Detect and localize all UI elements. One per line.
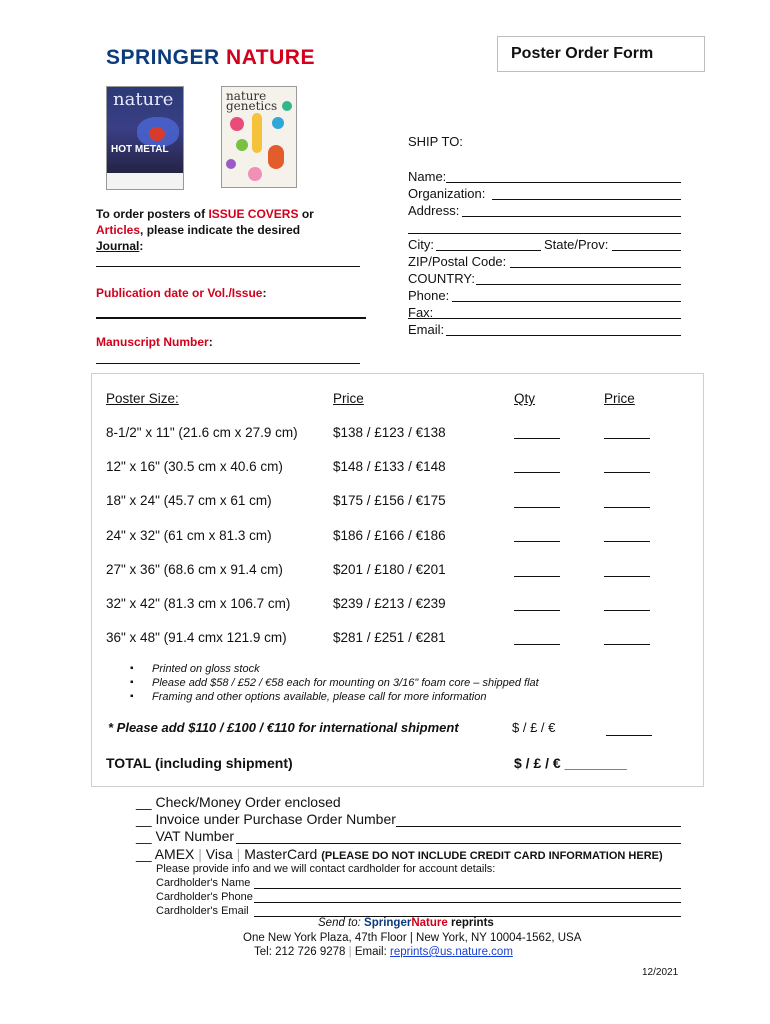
qty-field[interactable] xyxy=(514,472,560,473)
qty-field[interactable] xyxy=(514,644,560,645)
credit-card-warning: (PLEASE DO NOT INCLUDE CREDIT CARD INFORMATION HERE) xyxy=(321,850,663,862)
country-label: COUNTRY: xyxy=(408,271,475,286)
vat-option[interactable]: __ VAT Number xyxy=(136,828,235,844)
poster-size-row: 24" x 32" (61 cm x 81.3 cm) xyxy=(106,528,272,543)
contact-instructions: Please provide info and we will contact cardholder for account details: xyxy=(156,863,496,875)
form-title: Poster Order Form xyxy=(511,45,654,62)
check-option[interactable]: __ Check/Money Order enclosed xyxy=(136,794,341,810)
send-to-line: Send to: SpringerNature reprints xyxy=(318,917,494,929)
qty-field[interactable] xyxy=(514,541,560,542)
qty-field[interactable] xyxy=(514,610,560,611)
email-link[interactable]: reprints@us.nature.com xyxy=(390,946,513,958)
organization-field[interactable] xyxy=(492,199,681,200)
state-field[interactable] xyxy=(612,250,681,251)
poster-size-row: 27" x 36" (68.6 cm x 91.4 cm) xyxy=(106,562,283,577)
poster-price-row: $175 / £156 / €175 xyxy=(333,493,446,508)
note-item: ▪ Printed on gloss stock xyxy=(130,662,539,676)
address-label: Address: xyxy=(408,203,460,218)
cardholder-phone-field[interactable] xyxy=(254,902,681,903)
form-title-box xyxy=(497,36,705,72)
credit-card-option[interactable]: __ AMEX | Visa | MasterCard (PLEASE DO NOT INCLUDE CREDIT CARD INFORMATION HERE) xyxy=(136,846,663,862)
footer-springer: Springer xyxy=(364,917,412,929)
poster-price-row: $186 / £166 / €186 xyxy=(333,528,446,543)
phone-label: Phone: xyxy=(408,288,450,303)
organization-label: Organization: xyxy=(408,186,486,201)
contact-line: Tel: 212 726 9278 | Email: reprints@us.nature.com xyxy=(254,946,513,958)
form-date: 12/2021 xyxy=(642,967,679,978)
nature-genetics-cover-image xyxy=(221,86,297,188)
publication-date-label: Publication date or Vol./Issue: xyxy=(96,286,267,300)
poster-price-row: $201 / £180 / €201 xyxy=(333,562,446,577)
cardholder-name-field[interactable] xyxy=(254,888,681,889)
journal-label: Journal xyxy=(96,239,140,253)
qty-field[interactable] xyxy=(514,507,560,508)
line-price-field[interactable] xyxy=(604,644,650,645)
line-price-field[interactable] xyxy=(604,576,650,577)
articles-text: Articles xyxy=(96,223,141,237)
total-amount-field[interactable]: $ / £ / € ________ xyxy=(514,755,627,771)
international-amount-field[interactable] xyxy=(606,735,652,736)
fax-field[interactable] xyxy=(408,318,681,319)
state-label: State/Prov: xyxy=(544,237,609,252)
address-field-1[interactable] xyxy=(462,216,681,217)
line-price-field[interactable] xyxy=(604,438,650,439)
manuscript-number-label: Manuscript Number: xyxy=(96,335,213,349)
cardholder-phone-label: Cardholder's Phone xyxy=(156,891,253,903)
line-price-field[interactable] xyxy=(604,541,650,542)
logo-springer: SPRINGER xyxy=(106,46,220,69)
mailing-address: One New York Plaza, 47th Floor | New York, NY 10004-1562, USA xyxy=(243,932,582,944)
nature-cover-masthead: nature xyxy=(113,89,174,110)
journal-field[interactable] xyxy=(96,266,360,267)
poster-notes-list xyxy=(130,662,539,704)
logo-nature: NATURE xyxy=(226,46,315,69)
line-price-field[interactable] xyxy=(604,507,650,508)
address-field-2[interactable] xyxy=(408,233,681,234)
poster-size-row: 32" x 42" (81.3 cm x 106.7 cm) xyxy=(106,596,291,611)
country-field[interactable] xyxy=(476,284,681,285)
name-label: Name: xyxy=(408,169,447,184)
qty-field[interactable] xyxy=(514,438,560,439)
springer-nature-logo xyxy=(106,46,315,70)
city-label: City: xyxy=(408,237,434,252)
line-price-field[interactable] xyxy=(604,472,650,473)
cardholder-email-label: Cardholder's Email xyxy=(156,905,249,917)
poster-price-row: $281 / £251 / €281 xyxy=(333,630,446,645)
line-price-field[interactable] xyxy=(604,610,650,611)
cardholder-name-label: Cardholder's Name xyxy=(156,877,251,889)
city-field[interactable] xyxy=(436,250,541,251)
poster-size-row: 8-1/2" x 11" (21.6 cm x 27.9 cm) xyxy=(106,425,298,440)
poster-size-row: 12" x 16" (30.5 cm x 40.6 cm) xyxy=(106,459,283,474)
poster-size-row: 36" x 48" (91.4 cmx 121.9 cm) xyxy=(106,630,287,645)
manuscript-number-field[interactable] xyxy=(96,363,360,364)
issue-covers-text: ISSUE COVERS xyxy=(208,207,299,221)
poster-price-row: $239 / £213 / €239 xyxy=(333,596,446,611)
vat-number-field[interactable] xyxy=(236,843,681,844)
genetics-cover-masthead: nature genetics xyxy=(226,89,278,113)
publication-date-field[interactable] xyxy=(96,317,366,319)
nature-cover-headline: HOT METAL xyxy=(111,144,169,155)
nature-cover-image xyxy=(106,86,184,190)
zip-field[interactable] xyxy=(510,267,681,268)
visa-label: Visa xyxy=(205,846,233,862)
international-shipment-label: * Please add $110 / £100 / €110 for international shipment xyxy=(108,720,459,735)
note-item: ▪ Framing and other options available, please call for more information xyxy=(130,690,539,704)
journal-instructions: To order posters of ISSUE COVERS or Articles, please indicate the desired Journal: xyxy=(96,207,314,253)
poster-price-row: $138 / £123 / €138 xyxy=(333,425,446,440)
fax-label: Fax: xyxy=(408,305,434,320)
invoice-option[interactable]: __ Invoice under Purchase Order Number xyxy=(136,811,396,827)
name-field[interactable] xyxy=(446,182,681,183)
purchase-order-field[interactable] xyxy=(396,826,681,827)
ship-to-heading: SHIP TO: xyxy=(408,134,463,149)
poster-price-row: $148 / £133 / €148 xyxy=(333,459,446,474)
poster-size-header: Poster Size: xyxy=(106,391,179,406)
poster-size-row: 18" x 24" (45.7 cm x 61 cm) xyxy=(106,493,272,508)
footer-nature: Nature xyxy=(411,917,448,929)
telephone: Tel: 212 726 9278 xyxy=(254,946,346,958)
note-item: ▪ Please add $58 / £52 / €58 each for mounting on 3/16" foam core – shipped flat xyxy=(130,676,539,690)
qty-header: Qty xyxy=(514,391,536,406)
email-field[interactable] xyxy=(446,335,681,336)
total-label: TOTAL (including shipment) xyxy=(106,755,293,771)
qty-field[interactable] xyxy=(514,576,560,577)
mastercard-label: MasterCard xyxy=(244,846,318,862)
zip-label: ZIP/Postal Code: xyxy=(408,254,507,269)
phone-field[interactable] xyxy=(452,301,681,302)
price-header: Price xyxy=(333,391,364,406)
international-currency: $ / £ / € xyxy=(512,720,556,735)
email-label: Email: xyxy=(408,322,445,337)
total-price-header: Price xyxy=(604,391,635,406)
